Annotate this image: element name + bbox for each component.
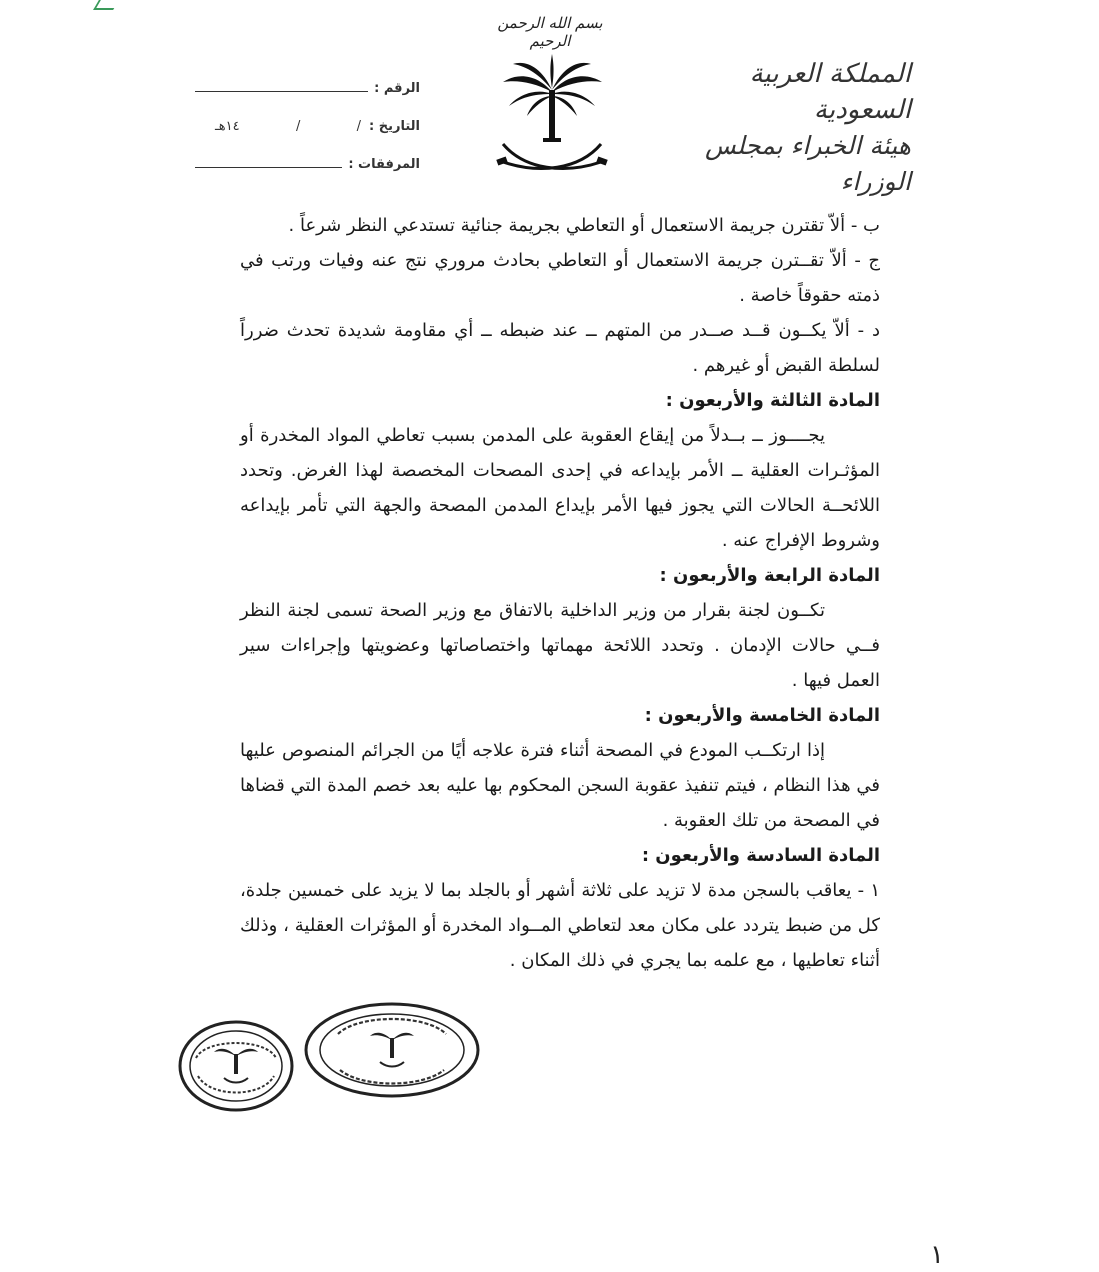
kingdom-name: المملكة العربية السعودية xyxy=(749,59,911,125)
clause-b: ب - ألاّ تقترن جريمة الاستعمال أو التعاطي بجريمة جنائية تستدعي النظر شرعاً . xyxy=(288,215,880,236)
reference-label: الرقم : xyxy=(374,81,420,96)
article-44-heading: المادة الرابعة والأربعون : xyxy=(659,565,880,586)
attachments-line xyxy=(195,166,342,168)
date-row xyxy=(195,96,420,134)
date-label: التاريخ : xyxy=(369,119,420,134)
date-suffix: ١٤هـ xyxy=(215,119,240,134)
clause-j: ج - ألاّ تقــترن جريمة الاستعمال أو التعاطي بحادث مروري نتج عنه وفيات ورتب في ذمته حقوقاً خاصة . xyxy=(240,250,880,306)
attachments-row xyxy=(195,134,420,172)
article-45-text: إذا ارتكــب المودع في المصحة أثناء فترة علاجه أيًا من الجرائم المنصوص عليها في هذا النظام ، فيتم تنفيذ عقوبة السجن المحكوم بها عليه بعد خصم المدة التي قضاها في المصحة من تلك العقوبة . xyxy=(240,740,880,831)
article-43-heading: المادة الثالثة والأربعون : xyxy=(665,390,880,411)
official-seal-middle-icon xyxy=(302,1000,482,1100)
page-marker: ١ xyxy=(930,1240,944,1270)
corner-mark xyxy=(93,0,119,10)
article-46-heading: المادة السادسة والأربعون : xyxy=(641,845,880,866)
date-blanks xyxy=(195,119,369,134)
document-body xyxy=(240,208,880,978)
letterhead-title xyxy=(651,56,911,200)
article-43-text: يجــــوز ــ بــدلاً من إيقاع العقوبة على المدمن بسبب تعاطي المواد المخدرة أو المؤثـرات العقلية ــ الأمر بإيداعه في إحدى المصحات المخصصة لهذا الغرض. وتحدد اللائحــة الحالات التي يجوز فيها الأمر بإيداع المدمن المصحة والجهة التي تأمر بإيداعه وشروط الإفراج عنه . xyxy=(240,425,880,551)
date-separator: / xyxy=(356,119,362,134)
authority-name: هيئة الخبراء بمجلس الوزراء xyxy=(704,131,911,196)
clause-d: د - ألاّ يكــون قــد صــدر من المتهم ــ عند ضبطه ــ أي مقاومة شديدة تحدث ضرراً لسلطة القبض أو غيرهم . xyxy=(240,320,880,376)
official-seal-left-icon xyxy=(176,1018,296,1114)
reference-line xyxy=(195,90,368,92)
date-separator: / xyxy=(295,119,301,134)
palm-swords-emblem-icon xyxy=(495,52,610,182)
article-45-heading: المادة الخامسة والأربعون : xyxy=(644,705,880,726)
article-46-text: ١ - يعاقب بالسجن مدة لا تزيد على ثلاثة أشهر أو بالجلد بما لا يزيد على خمسين جلدة، كل من ضبط يتردد على مكان معد لتعاطي المــواد المخدرة أو المؤثرات العقلية ، وذلك أثناء تعاطيها ، مع علمه بما يجري في ذلك المكان . xyxy=(240,880,880,971)
reference-block xyxy=(195,58,420,172)
reference-number-row xyxy=(195,58,420,96)
attachments-label: المرفقات : xyxy=(348,157,420,172)
basmala: بسم الله الرحمن الرحيم xyxy=(497,14,603,50)
article-44-text: تكــون لجنة بقرار من وزير الداخلية بالاتفاق مع وزير الصحة تسمى لجنة النظر فــي حالات الإدمان . وتحدد اللائحة مهماتها واختصاصاتها وعضويتها وإجراءات سير العمل فيها . xyxy=(240,600,880,691)
